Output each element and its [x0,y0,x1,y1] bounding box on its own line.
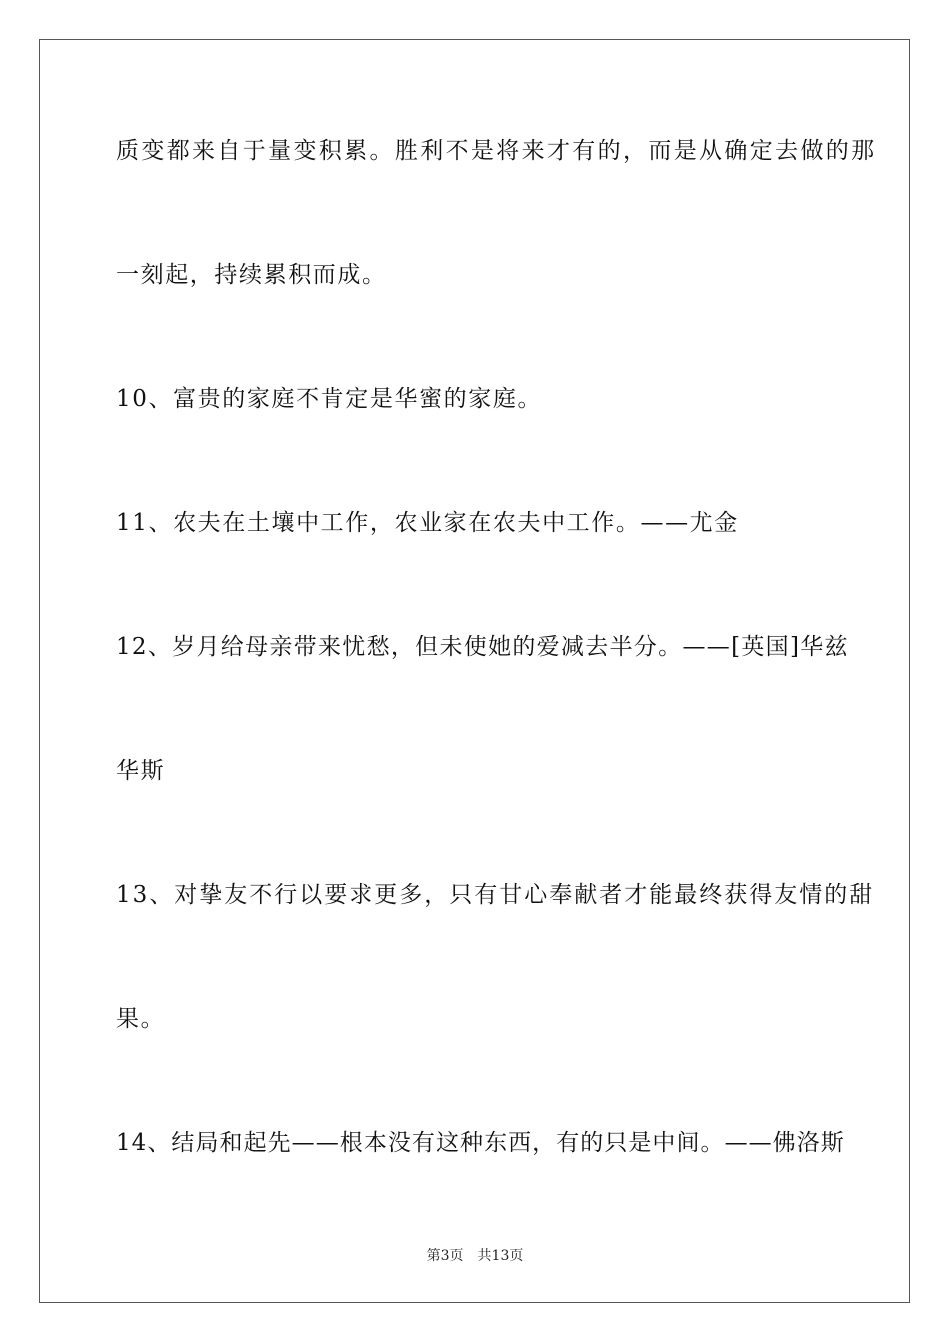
text-line-6: 华斯 [116,758,166,784]
text-line-7: 13、对挚友不行以要求更多，只有甘心奉献者才能最终获得友情的甜 [116,882,875,908]
page-footer [0,1246,950,1266]
text-line-1: 质变都来自于量变积累。胜利不是将来才有的，而是从确定去做的那 [116,138,877,164]
total-pages: 共13页 [477,1248,524,1264]
text-line-5: 12、岁月给母亲带来忧愁，但未使她的爱减去半分。——[英国]华兹 [116,634,849,660]
page-border [39,39,910,1303]
text-line-9: 14、结局和起先——根本没有这种东西，有的只是中间。——佛洛斯 [116,1130,845,1156]
text-line-2: 一刻起，持续累积而成。 [116,262,387,288]
text-line-3: 10、富贵的家庭不肯定是华蜜的家庭。 [116,386,543,412]
text-line-8: 果。 [116,1006,166,1032]
page-number: 第3页 [426,1248,464,1264]
text-line-4: 11、农夫在土壤中工作，农业家在农夫中工作。——尤金 [116,510,739,536]
